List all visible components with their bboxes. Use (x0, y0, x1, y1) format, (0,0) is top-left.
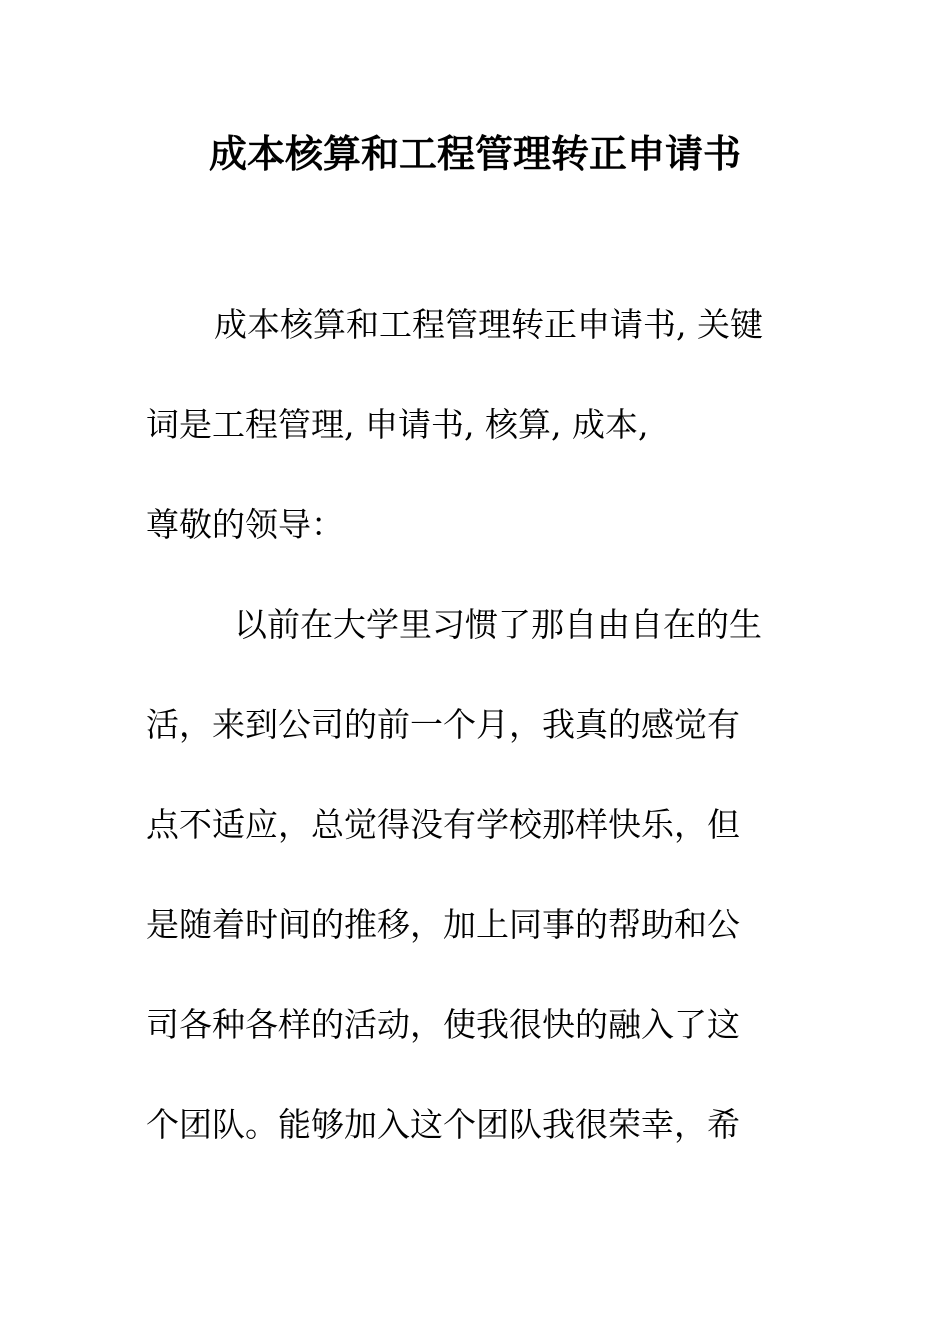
body-line-paragraph-5: 司各种各样的活动，使我很快的融入了这 (146, 1005, 740, 1044)
salutation-line: 尊敬的领导： (146, 505, 344, 544)
body-line-paragraph-1: 以前在大学里习惯了那自由自在的生 (234, 605, 762, 644)
document-title: 成本核算和工程管理转正申请书 (208, 132, 741, 176)
body-line-paragraph-2: 活，来到公司的前一个月，我真的感觉有 (146, 705, 740, 744)
body-line-paragraph-3: 点不适应，总觉得没有学校那样快乐，但 (146, 805, 740, 844)
body-line-keywords-1: 成本核算和工程管理转正申请书, 关键 (214, 305, 763, 344)
body-line-paragraph-4: 是随着时间的推移，加上同事的帮助和公 (146, 905, 740, 944)
body-line-paragraph-6: 个团队。能够加入这个团队我很荣幸，希 (146, 1105, 740, 1144)
body-line-keywords-2: 词是工程管理, 申请书, 核算, 成本, (146, 405, 649, 444)
